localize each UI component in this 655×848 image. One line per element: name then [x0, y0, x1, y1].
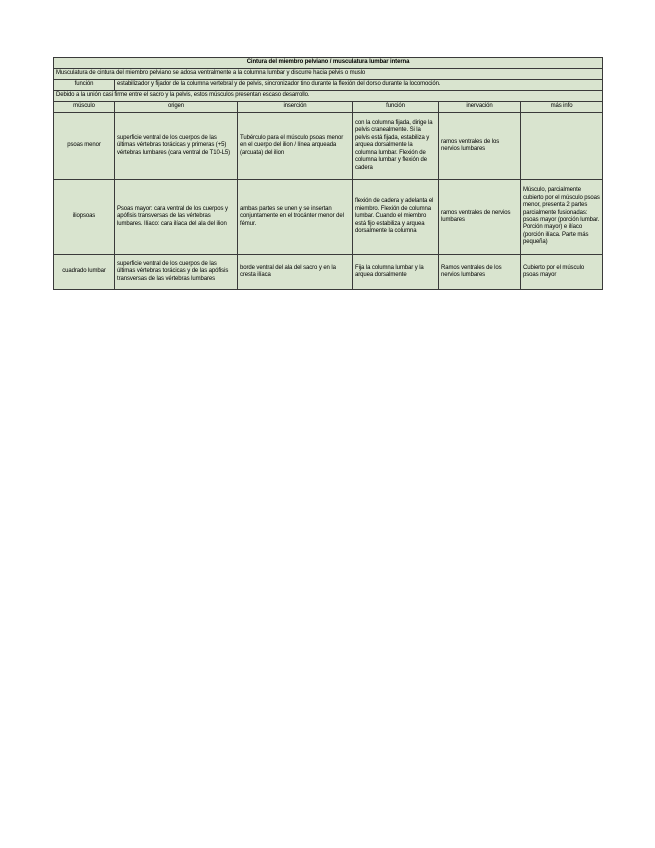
header-muscle: músculo — [54, 102, 115, 113]
function-cell: con la columna fijada, dirige la pelvis cranealmente. Si la pelvis está fijada, estabiliza y arquea dorsalmente la columna lumbar. Flexión de columna lumbar y flexión de cadera — [353, 113, 439, 180]
header-row — [54, 102, 603, 113]
table-row — [54, 180, 603, 255]
muscle-name: iliopsoas — [54, 180, 115, 255]
function-text: estabilizador y fijador de la columna vertebral y de pelvis, sincronizador tino durante la flexión del dorso durante la locomoción. — [115, 80, 603, 91]
innervation-cell: ramos ventrales de nervios lumbares — [439, 180, 521, 255]
origin-cell: superficie ventral de los cuerpos de las últimas vértebras torácicas y de las apófisis transversas de las vértebras lumbares — [115, 255, 238, 290]
more-info-cell — [521, 113, 603, 180]
insertion-cell: ambas partes se unen y se insertan conjuntamente en el trocánter menor del fémur. — [238, 180, 353, 255]
origin-cell: Psoas mayor: cara ventral de los cuerpos y apófisis transversas de las vértebras lumbares. Ilíaco: cara ilíaca del ala del ilion — [115, 180, 238, 255]
function-label: función — [54, 80, 115, 91]
header-innervation: inervación — [439, 102, 521, 113]
innervation-cell: Ramos ventrales de los nervios lumbares — [439, 255, 521, 290]
intro-row: Musculatura de cintura del miembro pelviano se adosa ventralmente a la columna lumbar y discurre hacia pelvis o muslo — [54, 69, 603, 80]
header-more-info: más info — [521, 102, 603, 113]
more-info-cell: Cubierto por el músculo psoas mayor — [521, 255, 603, 290]
muscle-name: cuadrado lumbar — [54, 255, 115, 290]
innervation-cell: ramos ventrales de los nervios lumbares — [439, 113, 521, 180]
header-origin: origen — [115, 102, 238, 113]
more-info-cell: Músculo, parcialmente cubierto por el músculo psoas menor, presenta 2 partes parcialmente fusionadas: psoas mayor (porción lumbar. Porción mayor) e ilíaco (porción ilíaca. Parte más pequeña) — [521, 180, 603, 255]
muscle-table — [53, 57, 603, 290]
function-cell: Fija la columna lumbar y la arquea dorsalmente — [353, 255, 439, 290]
sheet-title: Cintura del miembro pelviano / musculatura lumbar interna — [54, 58, 603, 69]
muscle-name: psoas menor — [54, 113, 115, 180]
table-row — [54, 113, 603, 180]
origin-cell: superficie ventral de los cuerpos de las últimas vértebras torácicas y primeras (+5) vértebras lumbares (cara ventral de T10-L5) — [115, 113, 238, 180]
header-function: función — [353, 102, 439, 113]
insertion-cell: Tubérculo para el músculo psoas menor en el cuerpo del ilion / línea arqueada (arcuata) del ilion — [238, 113, 353, 180]
table-row — [54, 255, 603, 290]
insertion-cell: borde ventral del ala del sacro y en la cresta ilíaca — [238, 255, 353, 290]
function-cell: flexión de cadera y adelanta el miembro. Flexión de columna lumbar. Cuando el miembro está fijo estabiliza y arquea dorsalmente la columna — [353, 180, 439, 255]
note-row: Debido a la unión casi firme entre el sacro y la pelvis, estos músculos presentan escaso desarrollo. — [54, 91, 603, 102]
header-insertion: inserción — [238, 102, 353, 113]
